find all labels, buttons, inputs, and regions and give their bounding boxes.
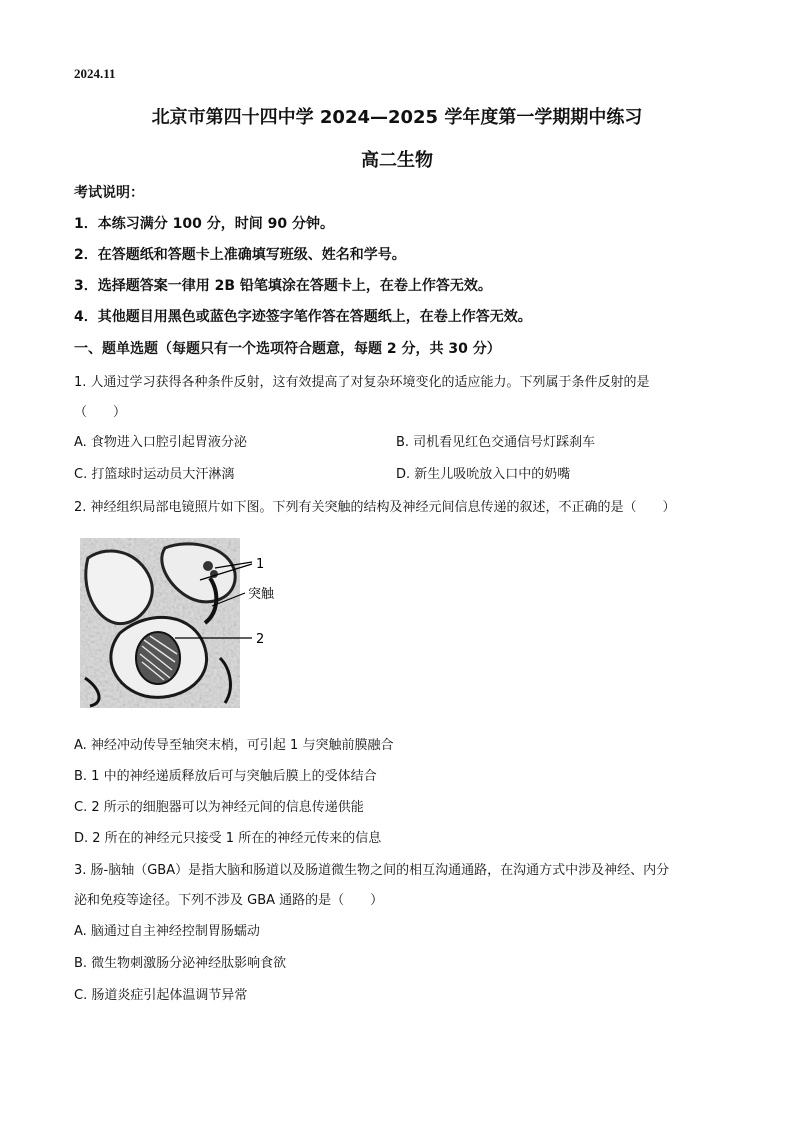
question-3-option-a: A. 脑通过自主神经控制胃肠蠕动 [74,924,260,939]
synapse-micrograph-figure [80,538,280,708]
question-2-stem: 2. 神经组织局部电镜照片如下图。下列有关突触的结构及神经元间信息传递的叙述，不正确的是（ ） [74,500,676,515]
question-3-stem: 3. 肠-脑轴（GBA）是指大脑和肠道以及肠道微生物之间的相互沟通通路，在沟通方式中涉及神经、内分 [74,863,670,878]
question-2-option-a: A. 神经冲动传导至轴突末梢，可引起 1 与突触前膜融合 [74,738,394,753]
question-1-option-c: C. 打篮球时运动员大汗淋漓 [74,467,235,482]
instruction-item-2: 2．在答题纸和答题卡上准确填写班级、姓名和学号。 [74,247,406,263]
section-heading: 一、题单选题（每题只有一个选项符合题意，每题 2 分，共 30 分） [74,341,501,357]
figure-label-synapse: 突触 [248,587,275,602]
instruction-item-1: 1．本练习满分 100 分，时间 90 分钟。 [74,216,334,232]
question-1-option-a: A. 食物进入口腔引起胃液分泌 [74,435,247,450]
question-1-option-d: D. 新生儿吸吮放入口中的奶嘴 [396,467,571,482]
question-2-option-c: C. 2 所示的细胞器可以为神经元间的信息传递供能 [74,800,364,815]
question-2-option-b: B. 1 中的神经递质释放后可与突触后膜上的受体结合 [74,769,377,784]
question-3-option-b: B. 微生物刺激肠分泌神经肽影响食欲 [74,956,287,971]
question-3-option-c: C. 肠道炎症引起体温调节异常 [74,988,248,1003]
instruction-item-3: 3．选择题答案一律用 2B 铅笔填涂在答题卡上，在卷上作答无效。 [74,278,492,294]
question-1-option-b: B. 司机看见红色交通信号灯踩刹车 [396,435,596,450]
instruction-item-4: 4．其他题目用黑色或蓝色字迹签字笔作答在答题纸上，在卷上作答无效。 [74,309,532,325]
question-1-stem-cont: （ ） [74,405,127,420]
question-3-stem-cont: 泌和免疫等途径。下列不涉及 GBA 通路的是（ ） [74,893,384,908]
figure-label-1: 1 [256,557,265,572]
instructions-heading: 考试说明： [74,185,144,201]
question-2-option-d: D. 2 所在的神经元只接受 1 所在的神经元传来的信息 [74,831,382,846]
question-1-stem: 1. 人通过学习获得各种条件反射，这有效提高了对复杂环境变化的适应能力。下列属于条件反射的是 [74,375,650,390]
exam-subject: 高二生物 [361,150,433,171]
exam-date: 2024.11 [74,66,116,81]
exam-title: 北京市第四十四中学 2024—2025 学年度第一学期期中练习 [151,107,643,128]
figure-label-2: 2 [256,632,265,647]
synapse-micrograph [80,538,280,708]
